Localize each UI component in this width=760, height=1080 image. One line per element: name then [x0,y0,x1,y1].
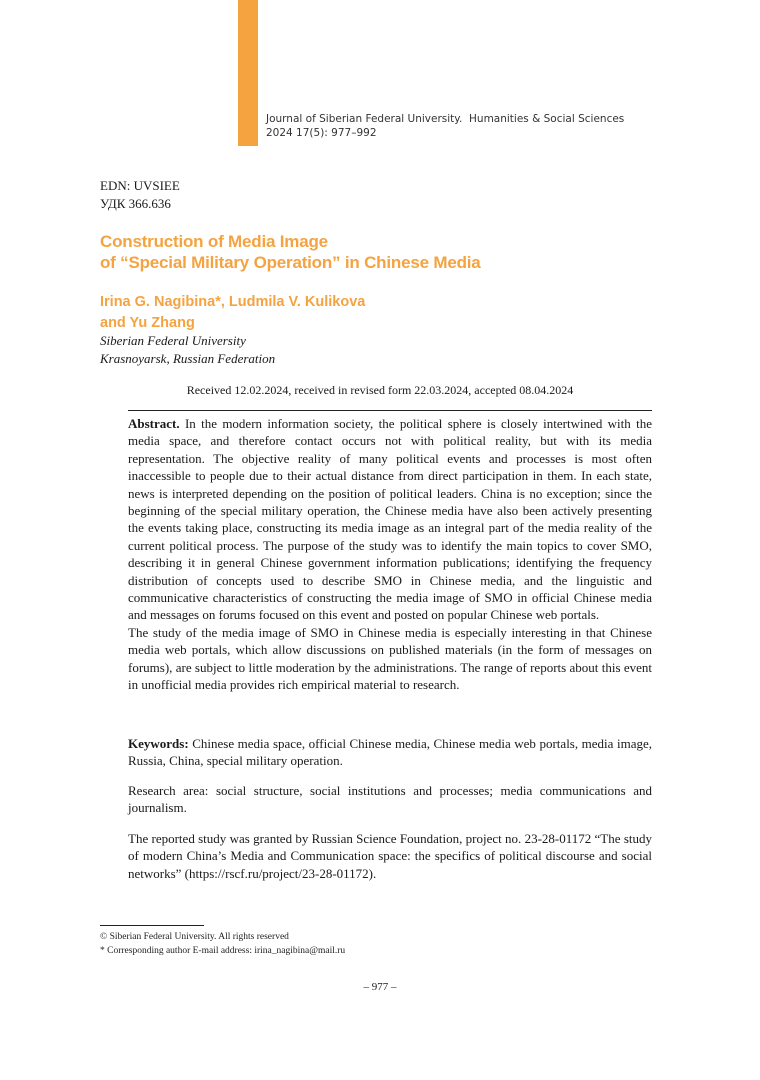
keywords-text: Chinese media space, official Chinese media, Chinese media web portals, media image, Russia, China, special military operation. [128,736,652,769]
title-line-2: of “Special Military Operation” in Chinese Media [100,253,481,272]
funding-text: The reported study was granted by Russian Science Foundation, project no. 23-28-01172 “The study of modern China’s Media and Communication space: the specifics of political discourse and social networks” (https://rscf.ru/project/23-28-01172). [128,831,652,881]
journal-issue: 2024 17(5): 977–992 [266,126,377,139]
authors-line-2: and Yu Zhang [100,315,195,331]
affiliation-university: Siberian Federal University [100,333,246,348]
keywords-label: Keywords: [128,736,189,751]
udk-code: УДК 366.636 [100,196,171,211]
footnote-divider [100,925,204,926]
edn-code: EDN: UVSIEE [100,178,180,193]
journal-name: Journal of Siberian Federal University. Humanities & Social Sciences [266,113,625,125]
research-area [128,782,652,817]
abstract-paragraph-1 [128,415,652,624]
affiliation-location: Krasnoyarsk, Russian Federation [100,351,276,366]
abstract-label: Abstract. [128,416,180,431]
page-number: – 977 – [363,981,397,993]
keywords-paragraph [128,735,652,770]
keywords-section [128,735,652,770]
title-line-1: Construction of Media Image [100,232,328,251]
received-dates: Received 12.02.2024, received in revised form 22.03.2024, accepted 08.04.2024 [186,383,574,397]
funding-statement [128,830,652,882]
authors-line-1: Irina G. Nagibina*, Ludmila V. Kulikova [100,294,366,310]
copyright-note: © Siberian Federal University. All rights reserved [100,932,289,942]
corresponding-author-note: * Corresponding author E-mail address: irina_nagibina@mail.ru [100,946,346,956]
research-area-text: Research area: social structure, social institutions and processes; media communications and journalism. [128,783,652,816]
affiliation [100,332,275,368]
abstract-section [128,415,652,694]
article-identifiers [100,177,180,213]
article-title [100,231,481,273]
journal-header [266,113,624,140]
footnotes [100,930,345,958]
abstract-paragraph-2: The study of the media image of SMO in Chinese media is especially interesting in that Chinese media web portals, which allow discussions on published materials (in the form of messages on forums), are subject to little moderation by the administrations. The range of reports about this event in unofficial media provides rich empirical material to research. [128,624,652,693]
journal-accent-bar [238,0,258,146]
author-list [100,292,365,334]
abstract-divider [128,410,652,411]
abstract-text-1: In the modern information society, the political sphere is closely intertwined with the media space, and therefore contact occurs not with political reality, but with its media representation. The objective reality of many political events and processes is most often inaccessible to people due to their actual distance from direct participation in them. In each state, news is interpreted depending on the position of political leaders. China is no exception; since the beginning of the special military operation, the Chinese media have also been actively presenting the events taking place, constructing its media image as an integral part of the media reality of the current political process. The purpose of the study was to identify the main topics to cover SMO, describing it in general Chinese government information publications; identifying the frequency distribution of concepts used to describe SMO in Chinese media, and the linguistic and communicative characteristics of constructing the media image of SMO in official Chinese media and messages on forums focused on this event and posted on popular Chinese web portals. [128,416,652,623]
